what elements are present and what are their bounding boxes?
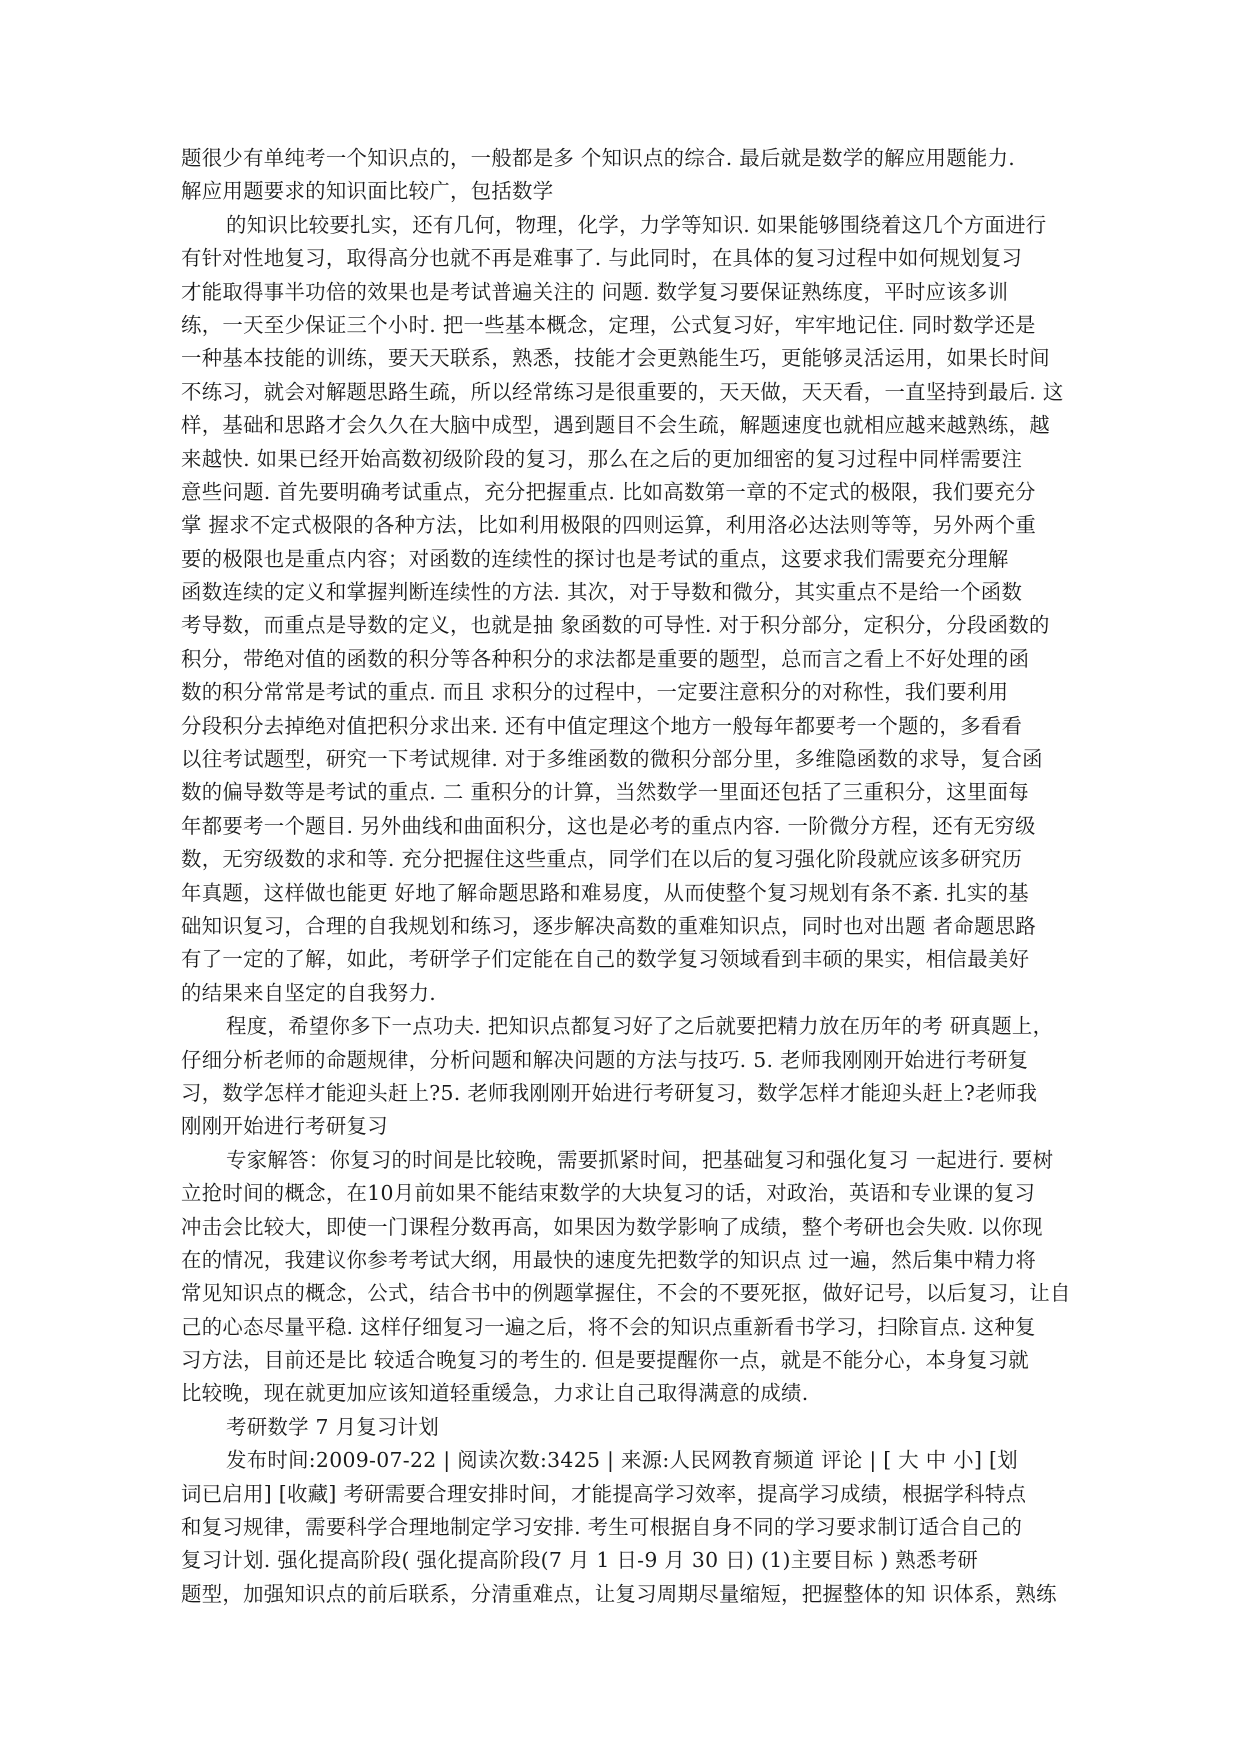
text-line: 复习计划. 强化提高阶段( 强化提高阶段(7 月 1 日-9 月 30 日) (1)主要目标 ) 熟悉考研 [181, 1548, 979, 1573]
text-line: 意些问题. 首先要明确考试重点，充分把握重点. 比如高数第一章的不定式的极限，我们要充分 [181, 479, 1036, 504]
text-line: 仔细分析老师的命题规律，分析问题和解决问题的方法与技巧. 5. 老师我刚刚开始进行考研复 [181, 1047, 1029, 1072]
text-line: 积分，带绝对值的函数的积分等各种积分的求法都是重要的题型，总而言之看上不好处理的函 [181, 646, 1030, 671]
text-line: 一种基本技能的训练，要天天联系，熟悉，技能才会更熟能生巧，更能够灵活运用，如果长时间 [181, 346, 1051, 371]
text-line: 题很少有单纯考一个知识点的，一般都是多 个知识点的综合. 最后就是数学的解应用题能力. [181, 146, 1016, 170]
text-line: 词已启用] [收藏] 考研需要合理安排时间，才能提高学习效率，提高学习成绩，根据学科特点 [181, 1481, 1027, 1506]
text-line: 在的情况，我建议你参考考试大纲，用最快的速度先把数学的知识点 过一遍，然后集中精力将 [181, 1247, 1037, 1272]
document-body [181, 142, 1071, 1611]
text-line: 程度，希望你多下一点功夫. 把知识点都复习好了之后就要把精力放在历年的考 研真题上， [226, 1014, 1054, 1039]
text-line: 函数连续的定义和掌握判断连续性的方法. 其次，对于导数和微分，其实重点不是给一个函数 [181, 580, 1023, 605]
text-line: 常见知识点的概念，公式，结合书中的例题掌握住，不会的不要死抠，做好记号，以后复习，让自 [181, 1281, 1071, 1306]
text-line: 有针对性地复习，取得高分也就不再是难事了. 与此同时，在具体的复习过程中如何规划复习 [181, 246, 1023, 271]
text-line: 习，数学怎样才能迎头赶上?5. 老师我刚刚开始进行考研复习，数学怎样才能迎头赶上?老师我 [181, 1080, 1038, 1105]
text-line: 习方法，目前还是比 较适合晚复习的考生的. 但是要提醒你一点，就是不能分心，本身复习就 [181, 1348, 1029, 1373]
text-line: 以往考试题型，研究一下考试规律. 对于多维函数的微积分部分里，多维隐函数的求导，复合函 [181, 747, 1043, 772]
text-line: 不练习，就会对解题思路生疏，所以经常练习是很重要的，天天做，天天看，一直坚持到最后. 这 [181, 379, 1064, 404]
text-line: 发布时间:2009-07-22 | 阅读次数:3425 | 来源:人民网教育频道 评论 | [ 大 中 小] [划 [226, 1448, 1018, 1473]
text-line: 比较晚，现在就更加应该知道轻重缓急，力求让自己取得满意的成绩. [181, 1381, 809, 1406]
text-line: 才能取得事半功倍的效果也是考试普遍关注的 问题. 数学复习要保证熟练度，平时应该多训 [181, 279, 1009, 304]
text-line: 来越快. 如果已经开始高数初级阶段的复习，那么在之后的更加细密的复习过程中同样需要注 [181, 446, 1023, 471]
text-line: 冲击会比较大，即使一门课程分数再高，如果因为数学影响了成绩，整个考研也会失败. 以你现 [181, 1214, 1043, 1239]
text-line: 年都要考一个题目. 另外曲线和曲面积分，这也是必考的重点内容. 一阶微分方程，还有无穷级 [181, 813, 1036, 838]
text-line: 要的极限也是重点内容；对函数的连续性的探讨也是考试的重点，这要求我们需要充分理解 [181, 546, 1009, 571]
text-line: 数，无穷级数的求和等. 充分把握住这些重点，同学们在以后的复习强化阶段就应该多研究历 [181, 847, 1023, 872]
text-line: 题型，加强知识点的前后联系，分清重难点，让复习周期尽量缩短，把握整体的知 识体系，熟练 [181, 1581, 1057, 1606]
text-line: 础知识复习，合理的自我规划和练习，逐步解决高数的重难知识点，同时也对出题 者命题思路 [181, 913, 1037, 938]
text-line: 和复习规律，需要科学合理地制定学习安排. 考生可根据自身不同的学习要求制订适合自己的 [181, 1515, 1023, 1540]
text-line: 解应用题要求的知识面比较广，包括数学 [181, 179, 554, 204]
text-line: 分段积分去掉绝对值把积分求出来. 还有中值定理这个地方一般每年都要考一个题的，多看看 [181, 713, 1023, 738]
text-line: 数的偏导数等是考试的重点. 二 重积分的计算，当然数学一里面还包括了三重积分，这里面每 [181, 780, 1029, 805]
text-line: 样，基础和思路才会久久在大脑中成型，遇到题目不会生疏，解题速度也就相应越来越熟练，越 [181, 413, 1051, 438]
text-line: 考研数学 7 月复习计划 [226, 1414, 440, 1439]
text-line: 的知识比较要扎实，还有几何，物理，化学，力学等知识. 如果能够围绕着这几个方面进行 [226, 212, 1047, 237]
text-line: 的结果来自坚定的自我努力. [181, 980, 437, 1005]
text-line: 己的心态尽量平稳. 这样仔细复习一遍之后，将不会的知识点重新看书学习，扫除盲点. 这种复 [181, 1314, 1036, 1339]
text-line: 掌 握求不定式极限的各种方法，比如利用极限的四则运算，利用洛必达法则等等，另外两个重 [181, 513, 1037, 538]
text-line: 专家解答：你复习的时间是比较晚，需要抓紧时间，把基础复习和强化复习 一起进行. 要树 [226, 1147, 1054, 1172]
text-line: 有了一定的了解，如此，考研学子们定能在自己的数学复习领域看到丰硕的果实，相信最美好 [181, 947, 1030, 972]
text-line: 考导数，而重点是导数的定义，也就是抽 象函数的可导性. 对于积分部分，定积分，分段函数的 [181, 613, 1050, 638]
text-line: 数的积分常常是考试的重点. 而且 求积分的过程中，一定要注意积分的对称性，我们要利用 [181, 680, 1009, 705]
text-line: 刚刚开始进行考研复习 [181, 1114, 388, 1139]
text-line: 立抢时间的概念，在10月前如果不能结束数学的大块复习的话，对政治，英语和专业课的复习 [181, 1181, 1036, 1206]
text-line: 年真题，这样做也能更 好地了解命题思路和难易度，从而使整个复习规划有条不紊. 扎实的基 [181, 880, 1029, 905]
text-line: 练，一天至少保证三个小时. 把一些基本概念，定理，公式复习好，牢牢地记住. 同时数学还是 [181, 312, 1036, 337]
